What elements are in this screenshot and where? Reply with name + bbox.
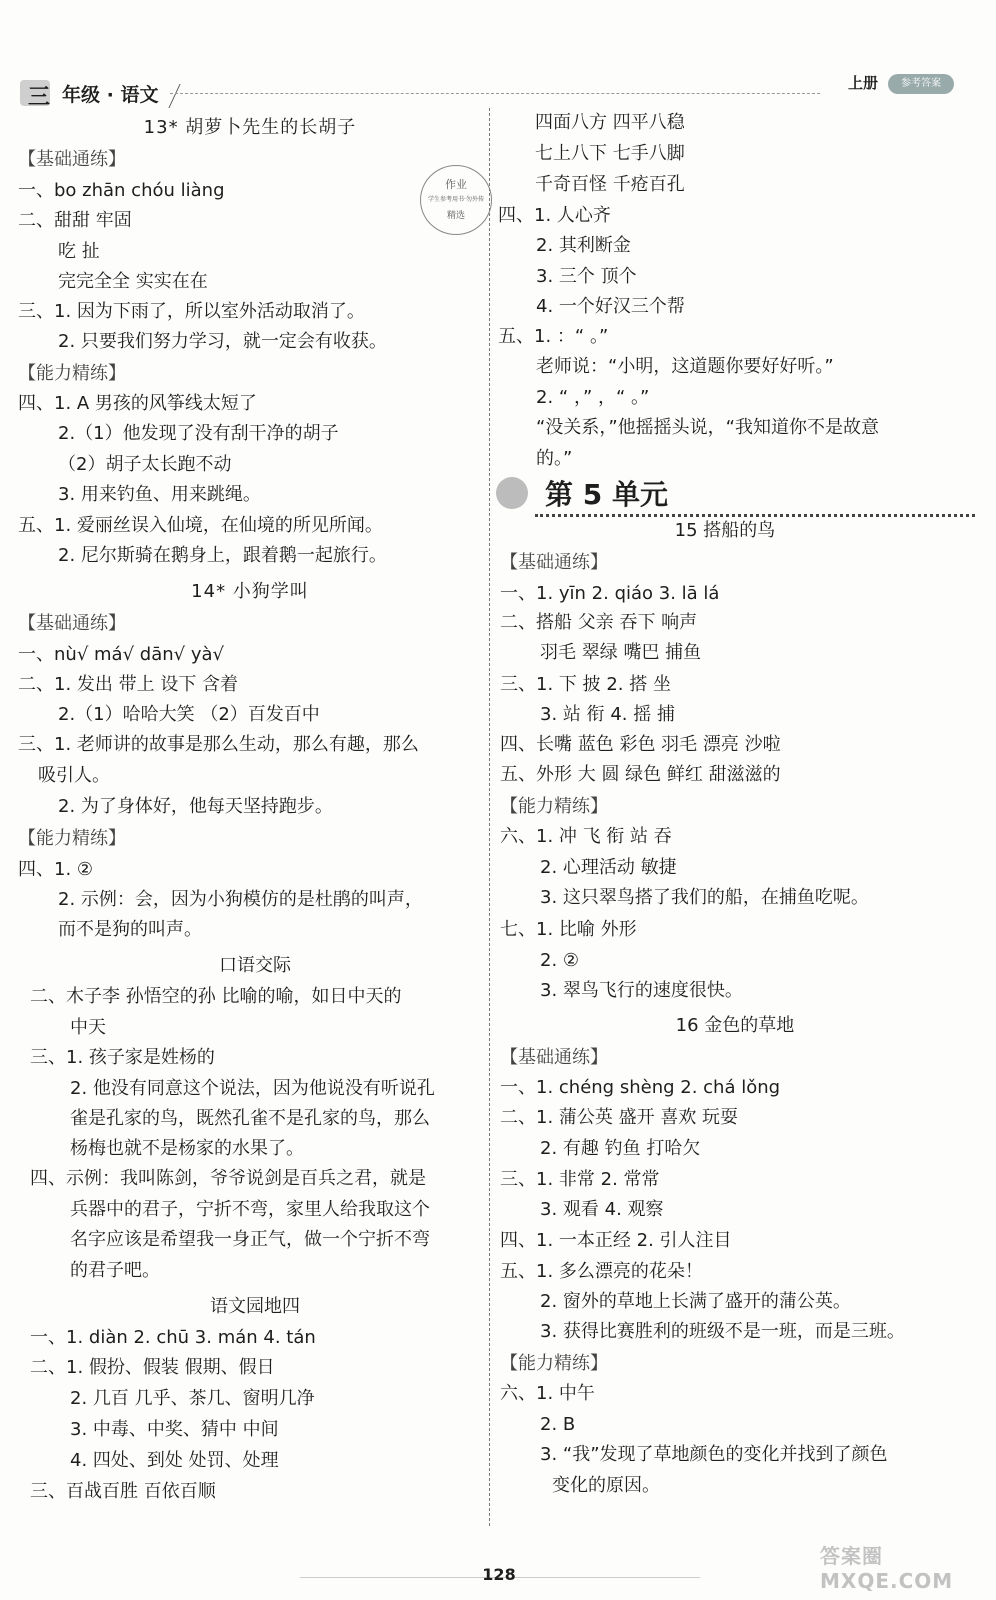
answer-line: 中天 — [70, 1017, 106, 1038]
answer-line: 2. 示例：会，因为小狗模仿的是杜鹃的叫声， — [58, 889, 423, 910]
chinese-garden-title: 语文园地四 — [210, 1296, 300, 1317]
answer-line: 3. 中毒、中奖、猜中 中间 — [70, 1419, 279, 1440]
subject-label: 年级 · 语文 — [62, 84, 159, 106]
answer-line: 2. B — [540, 1414, 576, 1435]
answer-line: 2.（1）哈哈大笑 （2）百发百中 — [58, 704, 320, 725]
answer-line: 3. 用来钓鱼、用来跳绳。 — [58, 484, 261, 505]
answer-line: 四、1. 人心齐 — [498, 205, 611, 226]
answer-line: 2. ② — [540, 950, 580, 971]
watermark: 答案圈 MXQE.COM — [820, 1544, 954, 1593]
answer-line: 变化的原因。 — [552, 1475, 660, 1496]
answer-line: 二、搭船 父亲 吞下 响声 — [500, 612, 698, 633]
answer-line: 2. 心理活动 敏捷 — [540, 857, 677, 878]
answer-line: 3. 观看 4. 观察 — [540, 1199, 664, 1220]
section-tag: 【基础通练】 — [18, 149, 126, 170]
answer-line: 三、1. 孩子家是姓杨的 — [30, 1047, 215, 1068]
answer-line: 3. 站 衔 4. 摇 捕 — [540, 704, 675, 725]
answer-line: 四面八方 四平八稳 — [535, 112, 685, 133]
lesson-14-title: 14* 小狗学叫 — [191, 581, 309, 602]
answer-line: 2. 只要我们努力学习，就一定会有收获。 — [58, 331, 387, 352]
answer-line: 二、1. 发出 带上 设下 含着 — [18, 674, 239, 695]
section-tag: 【基础通练】 — [500, 552, 608, 573]
answer-line: 吃 扯 — [58, 241, 100, 262]
answer-line: 一、bo zhān chóu liàng — [18, 180, 225, 201]
unit-title: 第 5 单元 — [545, 478, 668, 511]
answer-line: 七、1. 比喻 外形 — [500, 919, 637, 940]
oral-communication-title: 口语交际 — [219, 955, 291, 976]
page-number: 128 — [482, 1565, 516, 1584]
answer-line: 二、1. 假扮、假装 假期、假日 — [30, 1357, 275, 1378]
header-rule — [170, 93, 820, 94]
answer-line: 五、1. 多么漂亮的花朵！ — [500, 1261, 703, 1282]
answer-line: 4. 一个好汉三个帮 — [536, 296, 685, 317]
answer-line: （2）胡子太长跑不动 — [58, 454, 232, 475]
answer-line: 杨梅也就不是杨家的水果了。 — [70, 1138, 304, 1159]
answer-line: 2.（1）他发现了没有刮干净的胡子 — [58, 423, 339, 444]
section-tag: 【能力精练】 — [18, 828, 126, 849]
section-tag: 【能力精练】 — [18, 363, 126, 384]
unit-circle-icon — [496, 477, 528, 509]
answer-line: 雀是孔家的鸟，既然孔雀不是孔家的鸟，那么 — [70, 1108, 430, 1129]
answer-line: 千奇百怪 千疮百孔 — [535, 174, 685, 195]
lesson-13-title: 13* 胡萝卜先生的长胡子 — [143, 117, 357, 138]
answer-line: 三、百战百胜 百依百顺 — [30, 1481, 216, 1502]
answer-line: 四、长嘴 蓝色 彩色 羽毛 漂亮 沙啦 — [500, 734, 781, 755]
unit-dotted-rule — [535, 514, 975, 517]
volume-label: 上册 — [848, 74, 879, 92]
section-tag: 【能力精练】 — [500, 1353, 608, 1374]
answer-line: 兵器中的君子，宁折不弯，家里人给我取这个 — [70, 1199, 430, 1220]
answer-line: 4. 四处、到处 处罚、处理 — [70, 1450, 279, 1471]
stamp-line3: 精选 — [446, 211, 465, 221]
answer-line: 3. 三个 顶个 — [536, 266, 637, 287]
stamp-line1: 作业 — [445, 178, 467, 191]
answer-line: 2. 其利断金 — [536, 235, 631, 256]
answer-line: 一、1. diàn 2. chū 3. mán 4. tán — [30, 1327, 316, 1348]
answer-line: 四、示例：我叫陈剑，爷爷说剑是百兵之君，就是 — [30, 1168, 426, 1189]
answer-line: 六、1. 冲 飞 衔 站 吞 — [500, 826, 672, 847]
answer-line: 2. 为了身体好，他每天坚持跑步。 — [58, 796, 333, 817]
answer-line: 三、1. 因为下雨了，所以室外活动取消了。 — [18, 301, 365, 322]
answer-line: 一、1. yīn 2. qiáo 3. lā lá — [500, 583, 720, 604]
answer-line: 二、木子李 孙悟空的孙 比喻的喻，如日中天的 — [30, 986, 402, 1007]
column-divider — [489, 108, 490, 1526]
answer-line: 而不是狗的叫声。 — [58, 919, 202, 940]
answer-line: 三、1. 下 披 2. 搭 坐 — [500, 674, 671, 695]
answer-line: 3. 这只翠鸟搭了我们的船，在捕鱼吃呢。 — [540, 887, 869, 908]
answer-line: 名字应该是希望我一身正气，做一个宁折不弯 — [70, 1229, 430, 1250]
answer-line: 一、1. chéng shèng 2. chá lǒng — [500, 1077, 781, 1098]
section-tag: 【基础通练】 — [500, 1047, 608, 1068]
answer-line: 的。” — [536, 448, 573, 469]
answer-line: 一、nù√ má√ dān√ yà√ — [18, 644, 224, 665]
homework-stamp — [420, 165, 492, 235]
answer-line: 的君子吧。 — [70, 1260, 160, 1281]
lesson-16-title: 16 金色的草地 — [675, 1015, 795, 1036]
answer-line: 五、1. ：“ 。” — [498, 326, 609, 347]
answer-line: 四、1. ② — [18, 859, 94, 880]
answer-line: “没关系，”他摇摇头说，“我知道你不是故意 — [536, 417, 879, 438]
answer-line: 3. 翠鸟飞行的速度很快。 — [540, 980, 743, 1001]
stamp-line2: 学生参考用书·勿外传 — [428, 196, 484, 203]
answer-line: 二、甜甜 牢固 — [18, 210, 132, 231]
section-tag: 【基础通练】 — [18, 613, 126, 634]
grade-label: 三 — [28, 85, 51, 110]
answer-line: 2. 有趣 钓鱼 打哈欠 — [540, 1138, 701, 1159]
lesson-15-title: 15 搭船的鸟 — [674, 520, 776, 541]
answer-badge: 参考答案 — [888, 74, 954, 94]
answer-line: 四、1. 一本正经 2. 引人注目 — [500, 1230, 732, 1251]
answer-line: 二、1. 蒲公英 盛开 喜欢 玩耍 — [500, 1107, 739, 1128]
answer-line: 3. 获得比赛胜利的班级不是一班，而是三班。 — [540, 1321, 905, 1342]
answer-line: 三、1. 老师讲的故事是那么生动，那么有趣，那么 — [18, 734, 419, 755]
answer-line: 六、1. 中午 — [500, 1383, 595, 1404]
answer-line: 2. 窗外的草地上长满了盛开的蒲公英。 — [540, 1291, 851, 1312]
answer-line: 老师说：“小明，这道题你要好好听。” — [536, 356, 834, 377]
answer-line: 2. 几百 几乎、茶几、窗明几净 — [70, 1388, 315, 1409]
answer-line: 2. “ ，” ，“ 。” — [536, 387, 650, 408]
answer-line: 羽毛 翠绿 嘴巴 捕鱼 — [540, 642, 702, 663]
answer-line: 完完全全 实实在在 — [58, 271, 208, 292]
answer-line: 四、1. A 男孩的风筝线太短了 — [18, 393, 257, 414]
answer-line: 吸引人。 — [38, 765, 110, 786]
answer-line: 三、1. 非常 2. 常常 — [500, 1169, 660, 1190]
answer-line: 五、外形 大 圆 绿色 鲜红 甜滋滋的 — [500, 764, 781, 785]
answer-line: 2. 尼尔斯骑在鹅身上，跟着鹅一起旅行。 — [58, 545, 387, 566]
answer-line: 2. 他没有同意这个说法，因为他说没有听说孔 — [70, 1078, 435, 1099]
section-tag: 【能力精练】 — [500, 796, 608, 817]
answer-line: 七上八下 七手八脚 — [535, 143, 685, 164]
answer-line: 五、1. 爱丽丝误入仙境，在仙境的所见所闻。 — [18, 515, 383, 536]
answer-line: 3. “我”发现了草地颜色的变化并找到了颜色 — [540, 1444, 888, 1465]
